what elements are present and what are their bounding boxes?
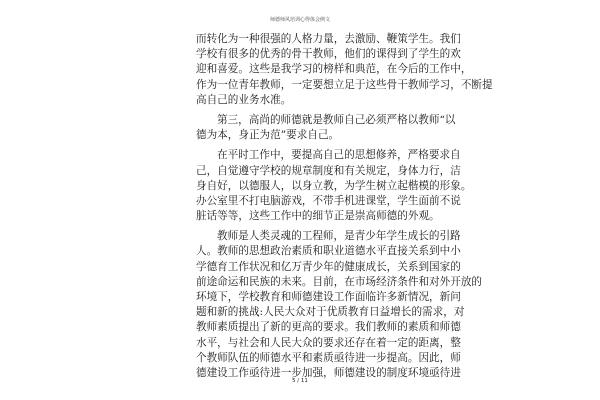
text-line: 教师是人类灵魂的工程师，是青少年学生成长的引路 — [217, 230, 461, 243]
document-body — [196, 32, 493, 381]
text-line: 办公室里不打电脑游戏，不带手机进课堂，学生面前不说 — [196, 194, 461, 207]
text-line: 德建设工作亟待进一步加强，师德建设的制度环境亟待进 — [196, 366, 461, 379]
paragraph — [196, 229, 483, 381]
page-number: 5 / 11 — [292, 378, 308, 384]
text-line: 题和新的挑战:人民大众对于优质教育日益增长的需求，对 — [196, 306, 465, 319]
text-line: 教师素质提出了新的更高的要求。我们教师的素质和师德 — [196, 321, 461, 334]
text-line: 高自己的业务水准。 — [196, 93, 292, 106]
text-line: 己，自觉遵守学校的规章制度和有关规定，身体力行，洁 — [196, 164, 461, 177]
text-line: 人。教师的思想政治素质和职业道德水平直接关系到中小 — [196, 245, 461, 258]
paragraph — [196, 113, 456, 143]
text-line: 水平，与社会和人民大众的要求还存在着一定的距离，整 — [196, 336, 461, 349]
text-line: 学德育工作状况和亿万青少年的健康成长，关系到国家的 — [196, 260, 461, 273]
text-line: 个教师队伍的师德水平和素质亟待进一步提高。因此，师 — [196, 351, 461, 364]
text-line: 德为本，身正为范”要求自己。 — [196, 129, 340, 142]
paragraph — [196, 32, 493, 108]
text-line: 第三，高尚的师德就是教师自己必须严格以教师“以 — [217, 113, 456, 126]
text-line: 学校有很多的优秀的骨干教师，他们的课得到了学生的欢 — [196, 48, 461, 61]
text-line: 迎和喜爱。这些是我学习的榜样和典范，在今后的工作中， — [196, 63, 472, 76]
text-line: 脏话等等，这些工作中的细节正是崇高师德的外观。 — [196, 210, 440, 223]
text-line: 环境下，学校教育和师德建设工作面临许多新情况，新问 — [196, 291, 461, 303]
text-line: 身自好，以德服人，以身立教，为学生树立起楷模的形象。 — [196, 179, 472, 192]
text-line: 作为一位青年教师，一定要想立足于这些骨干教师学习，不断提 — [196, 78, 493, 91]
text-line: 在平时工作中，要提高自己的思想修养，严格要求自 — [217, 149, 461, 162]
paragraph — [196, 148, 472, 224]
text-line: 而转化为一种很强的人格力量，去激励、鞭策学生。我们 — [196, 33, 461, 45]
document-header: 师德师风培训心得体会例文 — [269, 17, 330, 23]
text-line: 前途命运和民族的未来。目前，在市场经济条件和对外开放的 — [196, 275, 483, 288]
